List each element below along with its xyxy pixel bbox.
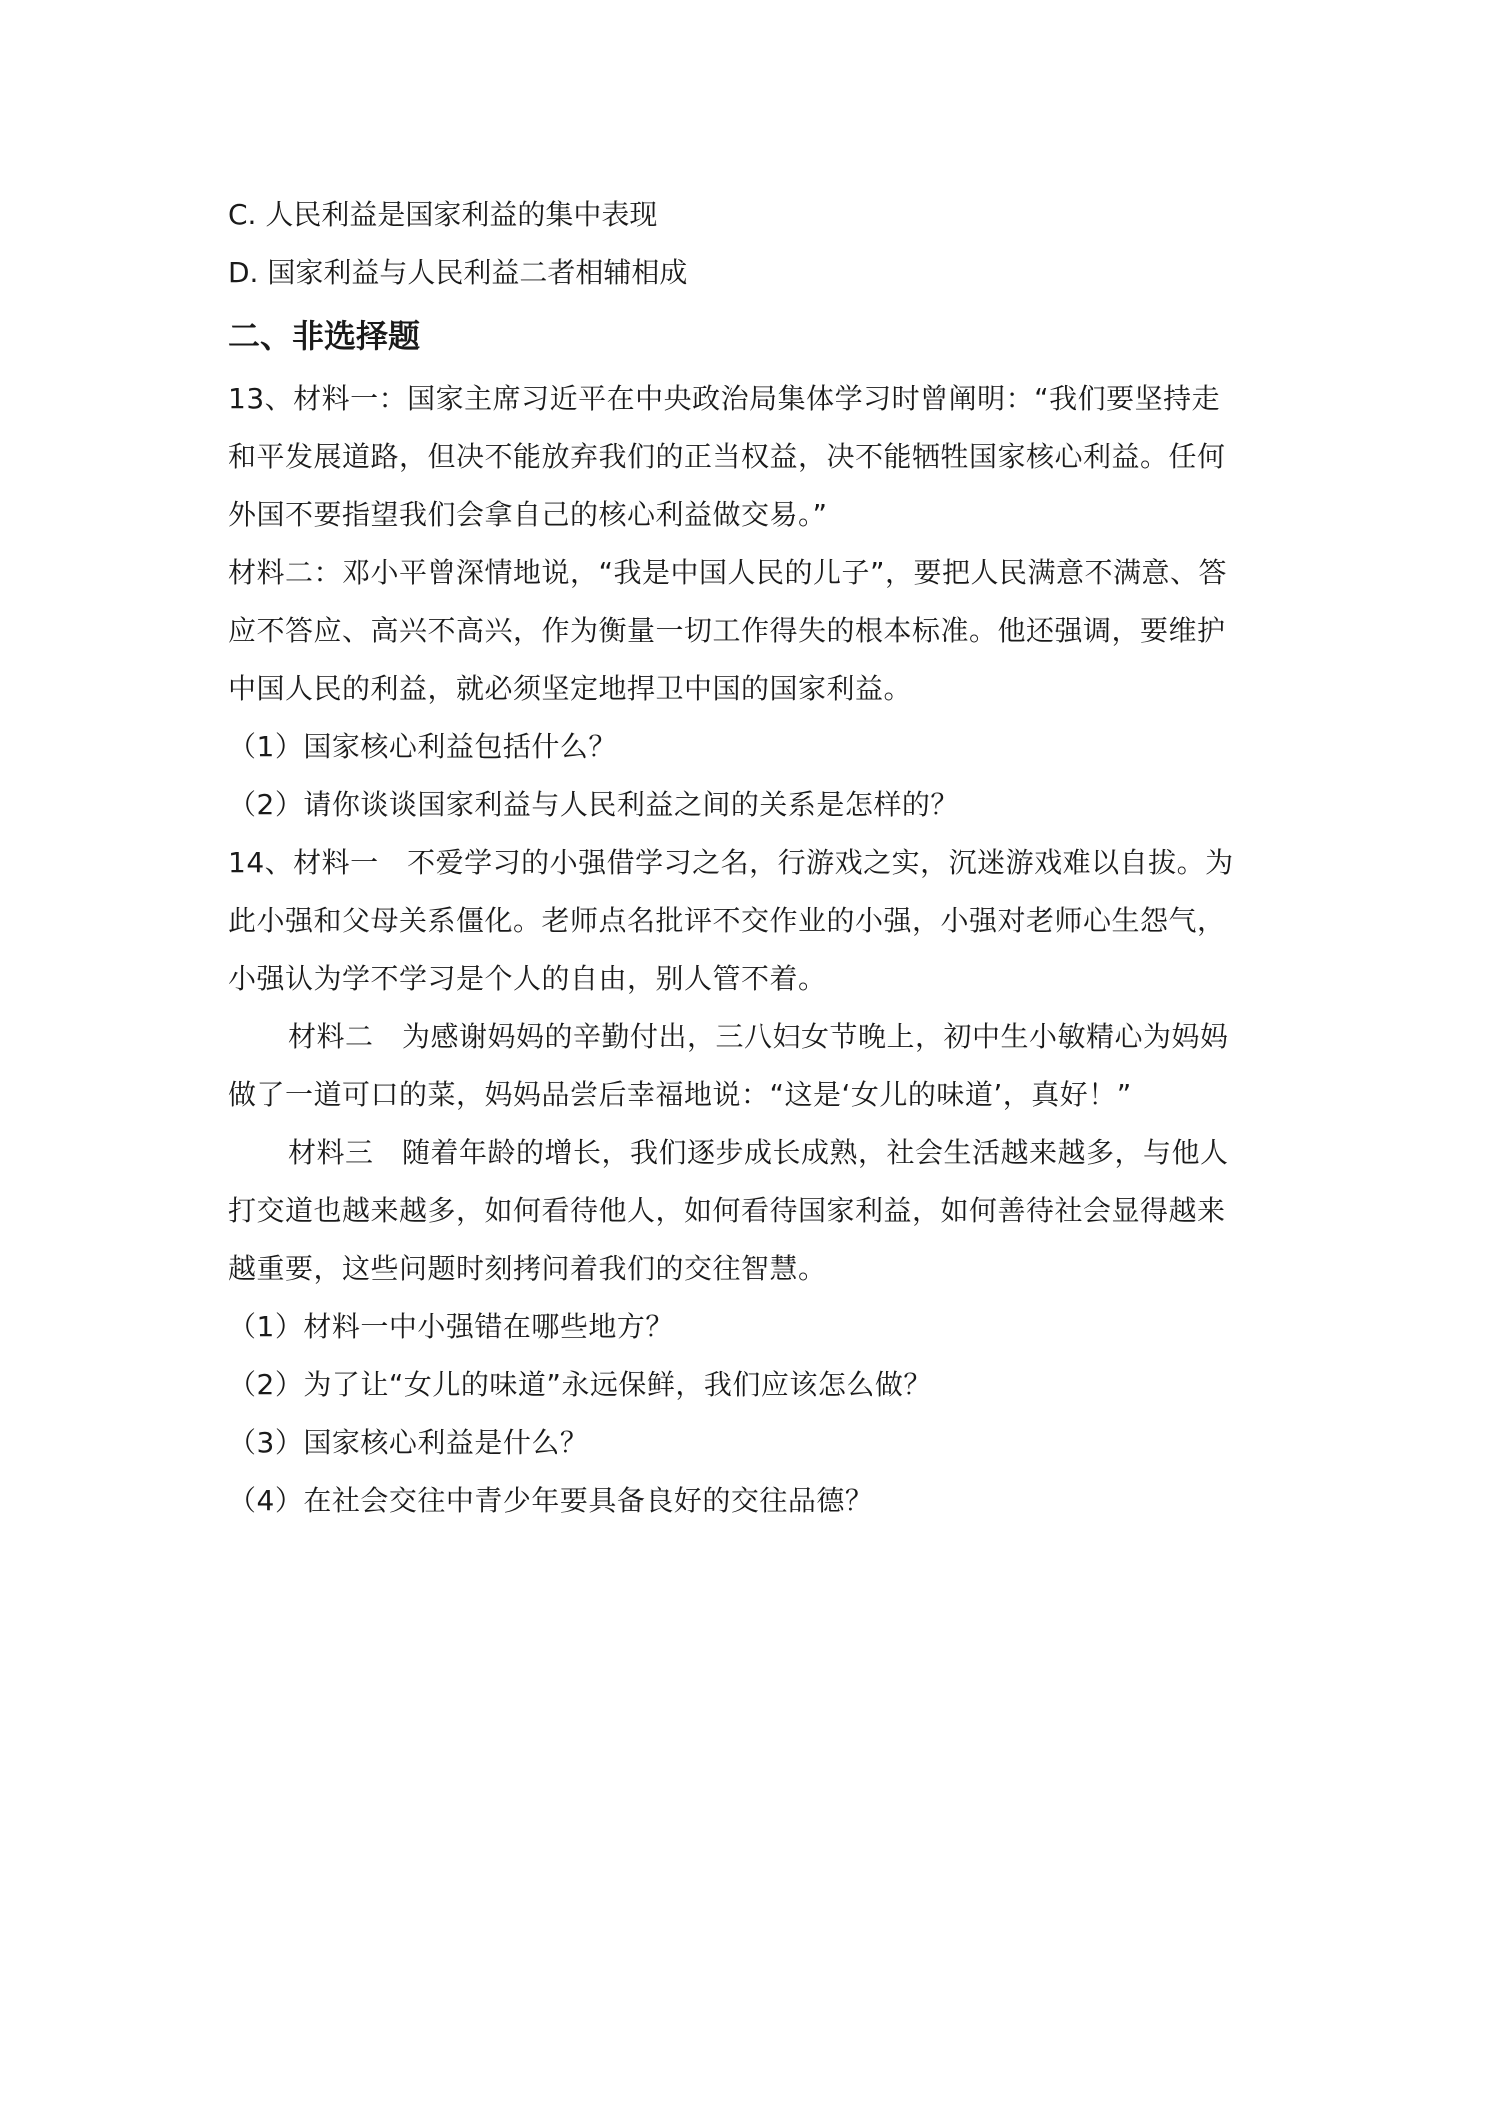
q14-material3-line: 越重要，这些问题时刻拷问着我们的交往智慧。 <box>228 1252 827 1285</box>
q13-material2-line: 应不答应、高兴不高兴，作为衡量一切工作得失的根本标准。他还强调，要维护 <box>228 614 1226 647</box>
q14-material1-line: 此小强和父母关系僵化。老师点名批评不交作业的小强，小强对老师心生怨气， <box>228 904 1226 937</box>
q13-material1-line: 外国不要指望我们会拿自己的核心利益做交易。” <box>228 498 828 531</box>
q13-material1-line: 和平发展道路，但决不能放弃我们的正当权益，决不能牺牲国家核心利益。任何 <box>228 440 1226 473</box>
q13-question-2: （2）请你谈谈国家利益与人民利益之间的关系是怎样的？ <box>228 788 959 821</box>
q13-question-1: （1）国家核心利益包括什么？ <box>228 730 617 763</box>
q14-material1-line: 14、材料一 不爱学习的小强借学习之名，行游戏之实，沉迷游戏难以自拔。为 <box>228 846 1234 879</box>
option-c: C. 人民利益是国家利益的集中表现 <box>228 198 658 231</box>
q14-material2-line: 做了一道可口的菜，妈妈品尝后幸福地说：“这是‘女儿的味道’，真好！” <box>228 1078 1132 1111</box>
q14-question-3: （3）国家核心利益是什么？ <box>228 1426 589 1459</box>
option-d: D. 国家利益与人民利益二者相辅相成 <box>228 256 688 289</box>
q14-question-2: （2）为了让“女儿的味道”永远保鲜，我们应该怎么做？ <box>228 1368 932 1401</box>
question-13 <box>228 370 1288 834</box>
q14-material3-line: 材料三 随着年龄的增长，我们逐步成长成熟，社会生活越来越多，与他人 <box>288 1136 1229 1169</box>
q14-material2-line: 材料二 为感谢妈妈的辛勤付出，三八妇女节晚上，初中生小敏精心为妈妈 <box>288 1020 1229 1053</box>
q14-question-1: （1）材料一中小强错在哪些地方？ <box>228 1310 674 1343</box>
q13-material1-line: 13、材料一：国家主席习近平在中央政治局集体学习时曾阐明：“我们要坚持走 <box>228 382 1221 415</box>
q14-material1-line: 小强认为学不学习是个人的自由，别人管不着。 <box>228 962 827 995</box>
document-content <box>228 186 1288 1530</box>
q14-question-4: （4）在社会交往中青少年要具备良好的交往品德？ <box>228 1484 874 1517</box>
q14-material3-line: 打交道也越来越多，如何看待他人，如何看待国家利益，如何善待社会显得越来 <box>228 1194 1226 1227</box>
q13-material2-line: 中国人民的利益，就必须坚定地捍卫中国的国家利益。 <box>228 672 913 705</box>
section-heading: 二、非选择题 <box>228 317 421 355</box>
q13-material2-line: 材料二：邓小平曾深情地说，“我是中国人民的儿子”，要把人民满意不满意、答 <box>228 556 1228 589</box>
question-14 <box>228 834 1288 1530</box>
